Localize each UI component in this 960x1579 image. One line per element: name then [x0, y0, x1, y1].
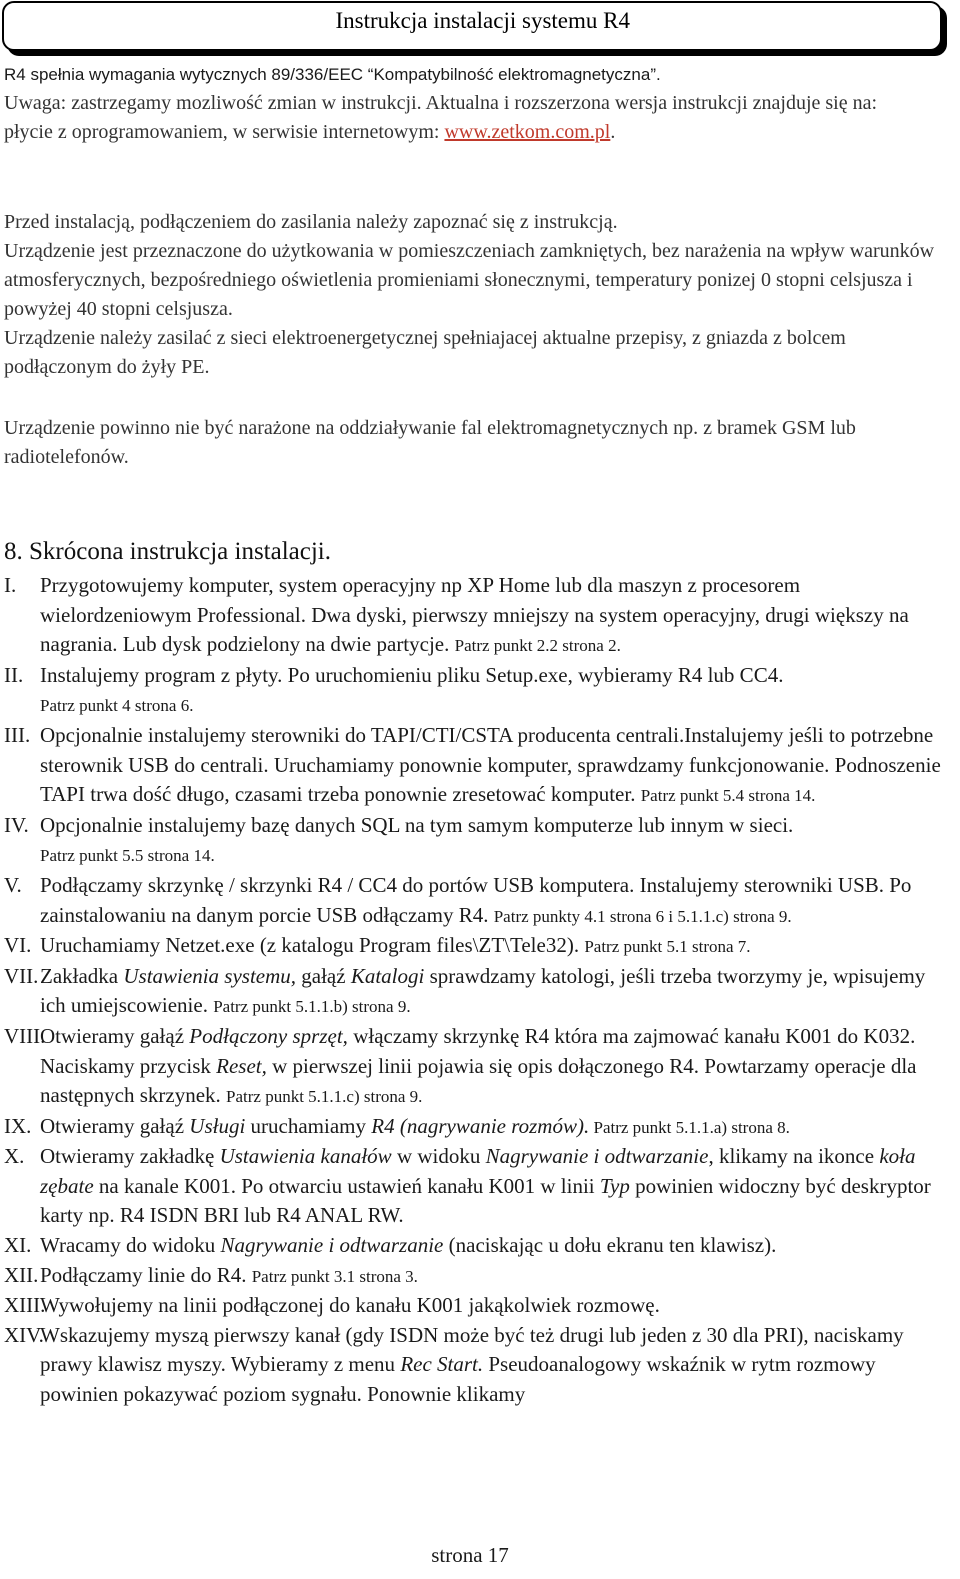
step-number: IV. — [4, 812, 29, 837]
step-text: w widoku — [391, 1144, 486, 1169]
step-text: sprawdzamy katologi, jeśli trzeba tworzymy je, wpisujemy ich umiejscowienie. — [40, 963, 926, 1018]
step-text: Wywołujemy na linii podłączonej do kanału K001 jakąkolwiek rozmowę. — [40, 1293, 660, 1318]
step-4 — [4, 811, 949, 871]
step-text: na kanale K001. Po otwarciu ustawień kanału K001 w linii — [93, 1173, 600, 1198]
step-emphasis: R4 (nagrywanie rozmów). — [371, 1113, 590, 1138]
page-number: strona 17 — [431, 1543, 509, 1567]
step-text: gałąź — [296, 963, 351, 988]
step-text: powinien widoczny być deskryptor karty np. R4 ISDN BRI lub R4 ANAL RW. — [40, 1173, 931, 1228]
step-emphasis: Ustawienia kanałów — [219, 1144, 392, 1169]
step-number: VI. — [4, 933, 32, 958]
step-reference: Patrz punkt 3.1 strona 3. — [251, 1266, 418, 1286]
update-notice-location: płycie z oprogramowaniem, w serwisie internetowym: — [4, 121, 445, 143]
compliance-note: R4 spełnia wymagania wytycznych 89/336/EEC “Kompatybilność elektromagnetyczna”. — [4, 65, 661, 84]
step-text: (naciskając u dołu ekranu ten klawisz). — [443, 1233, 777, 1258]
step-text: w pierwszej linii pojawia się opis dołączonego R4. Powtarzamy operacje dla następnych skrzynek. — [40, 1053, 917, 1108]
step-text: Podłączamy skrzynkę / skrzynki R4 / CC4 do portów USB komputera. Instalujemy sterowniki USB. Po zainstalowaniu na danym porcie USB odłączamy R4. — [40, 872, 912, 927]
step-number: IX. — [4, 1113, 32, 1138]
step-number: II. — [4, 662, 24, 687]
step-reference: Patrz punkt 4 strona 6. — [40, 696, 194, 716]
step-number: V. — [4, 872, 22, 897]
step-5 — [4, 871, 949, 931]
step-reference: Patrz punkt 5.4 strona 14. — [640, 786, 816, 806]
step-6 — [4, 931, 949, 962]
step-text: Opcjonalnie instalujemy bazę danych SQL na tym samym komputerze lub innym w sieci. — [40, 812, 794, 837]
step-number: XI. — [4, 1233, 32, 1258]
step-text: włączamy skrzynkę R4 która ma zajmować kanału K001 do K032. Naciskamy przycisk — [40, 1023, 916, 1078]
step-text: Zakładka — [40, 963, 124, 988]
step-12 — [4, 1261, 949, 1292]
step-text: Podłączamy linie do R4. — [40, 1262, 252, 1287]
step-emphasis: Reset, — [216, 1053, 267, 1078]
step-text: Przygotowujemy komputer, system operacyjny np XP Home lub dla maszyn z procesorem wielordzeniowym Professional. Dwa dyski, pierwszy mniejszy na system operacyjny, drugi większy na nagrania. Lub dysk podzielony na dwie partycje. — [40, 573, 909, 657]
step-emphasis: Ustawienia systemu, — [123, 963, 297, 988]
step-11 — [4, 1231, 949, 1261]
update-notice — [4, 89, 949, 147]
step-text: Opcjonalnie instalujemy sterowniki do TAPI/CTI/CSTA producenta centrali.Instalujemy jeśli to potrzebne sterownik USB do centrali. Uruchamiamy ponownie komputer, sprawdzamy funkcjonowanie. Podnoszenie TAPI trwa dość długo, czasami trzeba ponownie zresetować komputer. — [40, 722, 941, 807]
step-reference: Patrz punkt 5.1.1.b) strona 9. — [213, 997, 411, 1017]
step-7 — [4, 962, 949, 1022]
step-text: Uruchamiamy Netzet.exe (z katalogu Program files\ZT\Tele32). — [40, 933, 585, 958]
step-number: VII. — [4, 963, 39, 988]
step-emphasis: Typ — [599, 1173, 630, 1198]
step-13 — [4, 1291, 949, 1321]
warning-electromagnetic: Urządzenie powinno nie być narażone na oddziaływanie fal elektromagnetycznych np. z bramek GSM lub radiotelefonów. — [4, 417, 856, 468]
step-text: Wskazujemy myszą pierwszy kanał (gdy ISDN może być też drugi lub jeden z 30 dla PRI), naciskamy prawy klawisz myszy. Wybieramy z menu — [40, 1322, 904, 1377]
step-1 — [4, 571, 949, 661]
step-text: Otwieramy zakładkę — [40, 1144, 220, 1169]
step-text: uruchamiamy — [245, 1113, 372, 1138]
step-reference: Patrz punkt 5.5 strona 14. — [40, 846, 215, 866]
header-box — [2, 1, 942, 51]
step-number: XII. — [4, 1262, 39, 1287]
step-text: Instalujemy program z płyty. Po uruchomieniu pliku Setup.exe, wybieramy R4 lub CC4. — [40, 662, 784, 687]
step-number: XIII. — [4, 1293, 46, 1318]
step-text: Otwieramy gałąź — [40, 1023, 190, 1048]
step-reference: Patrz punkt 2.2 strona 2. — [454, 636, 621, 656]
step-text: Wracamy do widoku — [40, 1233, 221, 1258]
step-9 — [4, 1112, 949, 1143]
step-emphasis: Podłączony sprzęt, — [189, 1023, 348, 1048]
step-number: III. — [4, 722, 31, 747]
step-emphasis: Usługi — [189, 1113, 246, 1138]
step-emphasis: Nagrywanie i odtwarzanie — [485, 1144, 709, 1169]
link-suffix: . — [610, 121, 616, 143]
step-2 — [4, 661, 949, 721]
step-emphasis: Nagrywanie i odtwarzanie — [220, 1233, 444, 1258]
step-emphasis: Rec Start. — [400, 1352, 484, 1377]
step-reference: Patrz punkty 4.1 strona 6 i 5.1.1.c) strona 9. — [493, 906, 792, 926]
install-steps-list — [4, 571, 949, 1410]
step-10 — [4, 1142, 949, 1231]
step-reference: Patrz punkt 5.1 strona 7. — [584, 937, 751, 957]
step-text: Otwieramy gałąź — [40, 1113, 190, 1138]
warning-environment: Urządzenie jest przeznaczone do użytkowania w pomieszczeniach zamkniętych, bez narażenia na wpływ warunków atmosferycznych, bezpośredniego oświetlenia promieniami słonecznymi, temperatury ponizej 0 stopni celsjusza i powyżej 40 stopni celsjusza. — [4, 240, 935, 320]
website-link[interactable]: www.zetkom.com.pl — [444, 121, 611, 143]
step-8 — [4, 1022, 949, 1112]
warning-power: Urządzenie należy zasilać z sieci elektroenergetycznej spełniajacej aktualne przepisy, z gniazda z bolcem podłączonym do żyły PE. — [4, 327, 846, 378]
update-notice-text: Uwaga: zastrzegamy mozliwość zmian w instrukcji. Aktualna i rozszerzona wersja instrukcji znajduje się na: — [4, 92, 878, 114]
step-number: XIV. — [4, 1322, 44, 1347]
step-emphasis: Katalogi — [350, 963, 425, 988]
step-number: X. — [4, 1144, 25, 1169]
step-reference: Patrz punkt 5.1.1.c) strona 9. — [226, 1087, 423, 1107]
step-text: Pseudoanalogowy wskaźnik w rytm rozmowy powinien pokazywać poziom sygnału. Ponownie klikamy — [40, 1352, 876, 1407]
step-reference: Patrz punkt 5.1.1.a) strona 8. — [589, 1117, 790, 1137]
document-title: Instrukcja instalacji systemu R4 — [335, 8, 630, 33]
step-3 — [4, 721, 949, 811]
step-number: VIII. — [4, 1023, 46, 1048]
step-text: , klikamy na ikonce — [708, 1144, 880, 1169]
warning-read-manual: Przed instalacją, podłączeniem do zasilania należy zapoznać się z instrukcją. — [4, 211, 618, 233]
section-title: 8. Skrócona instrukcja instalacji. — [4, 538, 332, 565]
step-number: I. — [4, 573, 17, 597]
step-14 — [4, 1321, 949, 1410]
step-emphasis: koła zębate — [40, 1144, 916, 1198]
